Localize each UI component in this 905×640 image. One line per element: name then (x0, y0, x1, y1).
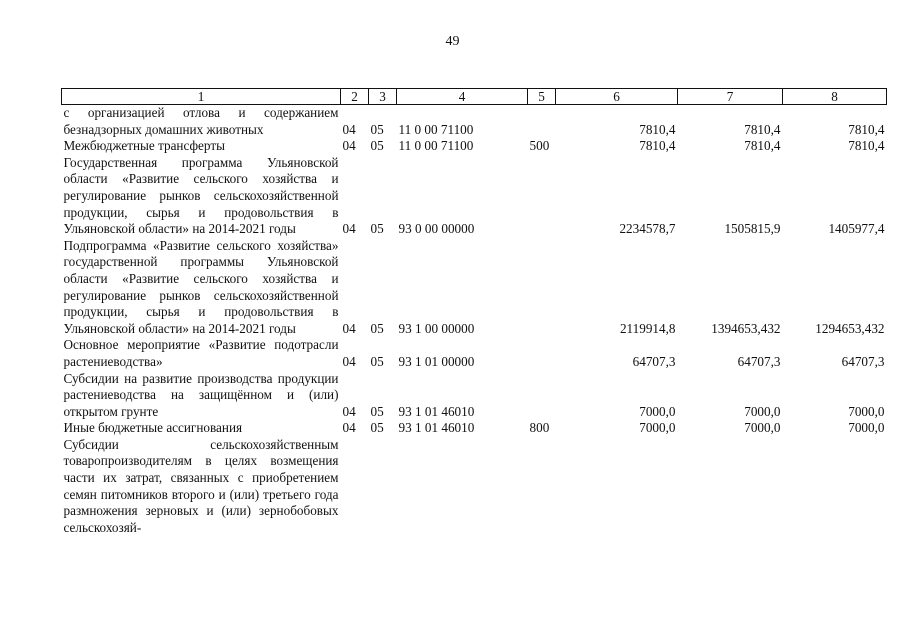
row-cell-c7: 7000,0 (744, 420, 781, 436)
row-cell-c5: 500 (529, 138, 550, 154)
row-cell-c4: 93 1 00 00000 (398, 320, 475, 336)
row-cell-c7: 7000,0 (744, 403, 781, 419)
row-cell-c4: 93 0 00 00000 (398, 221, 475, 237)
row-cell-c5 (528, 155, 556, 238)
row-cell-c5 (528, 105, 556, 139)
row-description: Подпрограмма «Развитие сельского хозяйства» государственной программы Ульяновской области «Развитие сельского хозяйства и регулирование рынков сельскохозяйственной продукции, сырья и продовольствия в Ульяновской области» на 2014-2021 годы (63, 237, 339, 336)
row-cell-c8: 64707,3 (841, 353, 885, 369)
row-cell-c5 (528, 238, 556, 338)
table-row (62, 138, 887, 155)
header-cell-5: 5 (528, 89, 556, 105)
row-description: с организацией отлова и содержанием безнадзорных домашних животных (63, 105, 339, 137)
row-cell-c5: 800 (529, 420, 550, 436)
row-cell-c3: 05 (370, 221, 384, 237)
row-cell-c4: 93 1 01 46010 (398, 403, 475, 419)
row-cell-c6: 7810,4 (639, 138, 676, 154)
header-cell-2: 2 (341, 89, 369, 105)
row-cell-c8: 7810,4 (848, 121, 885, 137)
row-cell-c7 (678, 437, 783, 537)
header-cell-8: 8 (783, 89, 887, 105)
row-cell-c4: 93 1 01 00000 (398, 353, 475, 369)
row-description: Субсидии сельскохозяйственным товаропроизводителям в целях возмещения части их затрат, связанных с приобретением семян питомников второго и (или) третьего года размножения зерновых и (или) зернобобовых сельскохозяй- (63, 436, 339, 535)
row-cell-c5 (528, 337, 556, 370)
table-header-row (62, 89, 887, 105)
row-cell-c7: 7810,4 (744, 138, 781, 154)
budget-table (61, 88, 887, 536)
header-cell-3: 3 (369, 89, 397, 105)
table-row (62, 337, 887, 370)
header-cell-7: 7 (678, 89, 783, 105)
header-cell-1: 1 (62, 89, 341, 105)
row-cell-c8: 1294653,432 (815, 320, 885, 336)
row-cell-c8: 7000,0 (848, 420, 885, 436)
table-row (62, 371, 887, 421)
row-cell-c2: 04 (342, 320, 356, 336)
row-description: Основное мероприятие «Развитие подотрасли растениеводства» (63, 337, 339, 369)
table-row (62, 155, 887, 238)
row-cell-c4: 11 0 00 71100 (398, 121, 474, 137)
row-cell-c6: 7810,4 (639, 121, 676, 137)
row-cell-c4: 11 0 00 71100 (398, 138, 474, 154)
row-cell-c8: 7000,0 (848, 403, 885, 419)
row-cell-c8 (783, 437, 887, 537)
row-cell-c4: 93 1 01 46010 (398, 420, 475, 436)
table-row (62, 238, 887, 338)
row-cell-c3: 05 (370, 138, 384, 154)
row-cell-c6: 2234578,7 (619, 221, 676, 237)
table-row (62, 420, 887, 437)
row-cell-c5 (528, 437, 556, 537)
row-cell-c3: 05 (370, 403, 384, 419)
row-cell-c7: 7810,4 (744, 121, 781, 137)
row-cell-c7: 1394653,432 (711, 320, 781, 336)
table-row (62, 105, 887, 139)
row-cell-c2: 04 (342, 353, 356, 369)
row-cell-c3: 05 (370, 420, 384, 436)
row-cell-c4 (397, 437, 528, 537)
row-cell-c6 (556, 437, 678, 537)
table-row (62, 437, 887, 537)
row-cell-c2: 04 (342, 121, 356, 137)
row-description: Государственная программа Ульяновской области «Развитие сельского хозяйства и регулирование рынков сельскохозяйственной продукции, сырья и продовольствия в Ульяновской области» на 2014-2021 годы (63, 154, 339, 237)
row-cell-c6: 7000,0 (639, 420, 676, 436)
row-cell-c8: 1405977,4 (828, 221, 885, 237)
row-cell-c8: 7810,4 (848, 138, 885, 154)
row-cell-c2 (341, 437, 369, 537)
row-cell-c3: 05 (370, 320, 384, 336)
row-cell-c2: 04 (342, 420, 356, 436)
row-cell-c6: 64707,3 (632, 353, 676, 369)
row-cell-c2: 04 (342, 138, 356, 154)
row-cell-c3: 05 (370, 353, 384, 369)
row-description: Субсидии на развитие производства продукции растениеводства на защищённом и (или) открытом грунте (63, 370, 339, 419)
row-description: Межбюджетные трансферты (63, 138, 225, 154)
row-cell-c5 (528, 371, 556, 421)
row-description: Иные бюджетные ассигнования (63, 420, 243, 436)
row-cell-c7: 1505815,9 (724, 221, 781, 237)
row-cell-c2: 04 (342, 221, 356, 237)
row-cell-c3 (369, 437, 397, 537)
row-cell-c7: 64707,3 (737, 353, 781, 369)
page-number: 49 (445, 34, 460, 49)
row-cell-c2: 04 (342, 403, 356, 419)
header-cell-4: 4 (397, 89, 528, 105)
row-cell-c3: 05 (370, 121, 384, 137)
row-cell-c6: 7000,0 (639, 403, 676, 419)
row-cell-c6: 2119914,8 (619, 320, 676, 336)
header-cell-6: 6 (556, 89, 678, 105)
